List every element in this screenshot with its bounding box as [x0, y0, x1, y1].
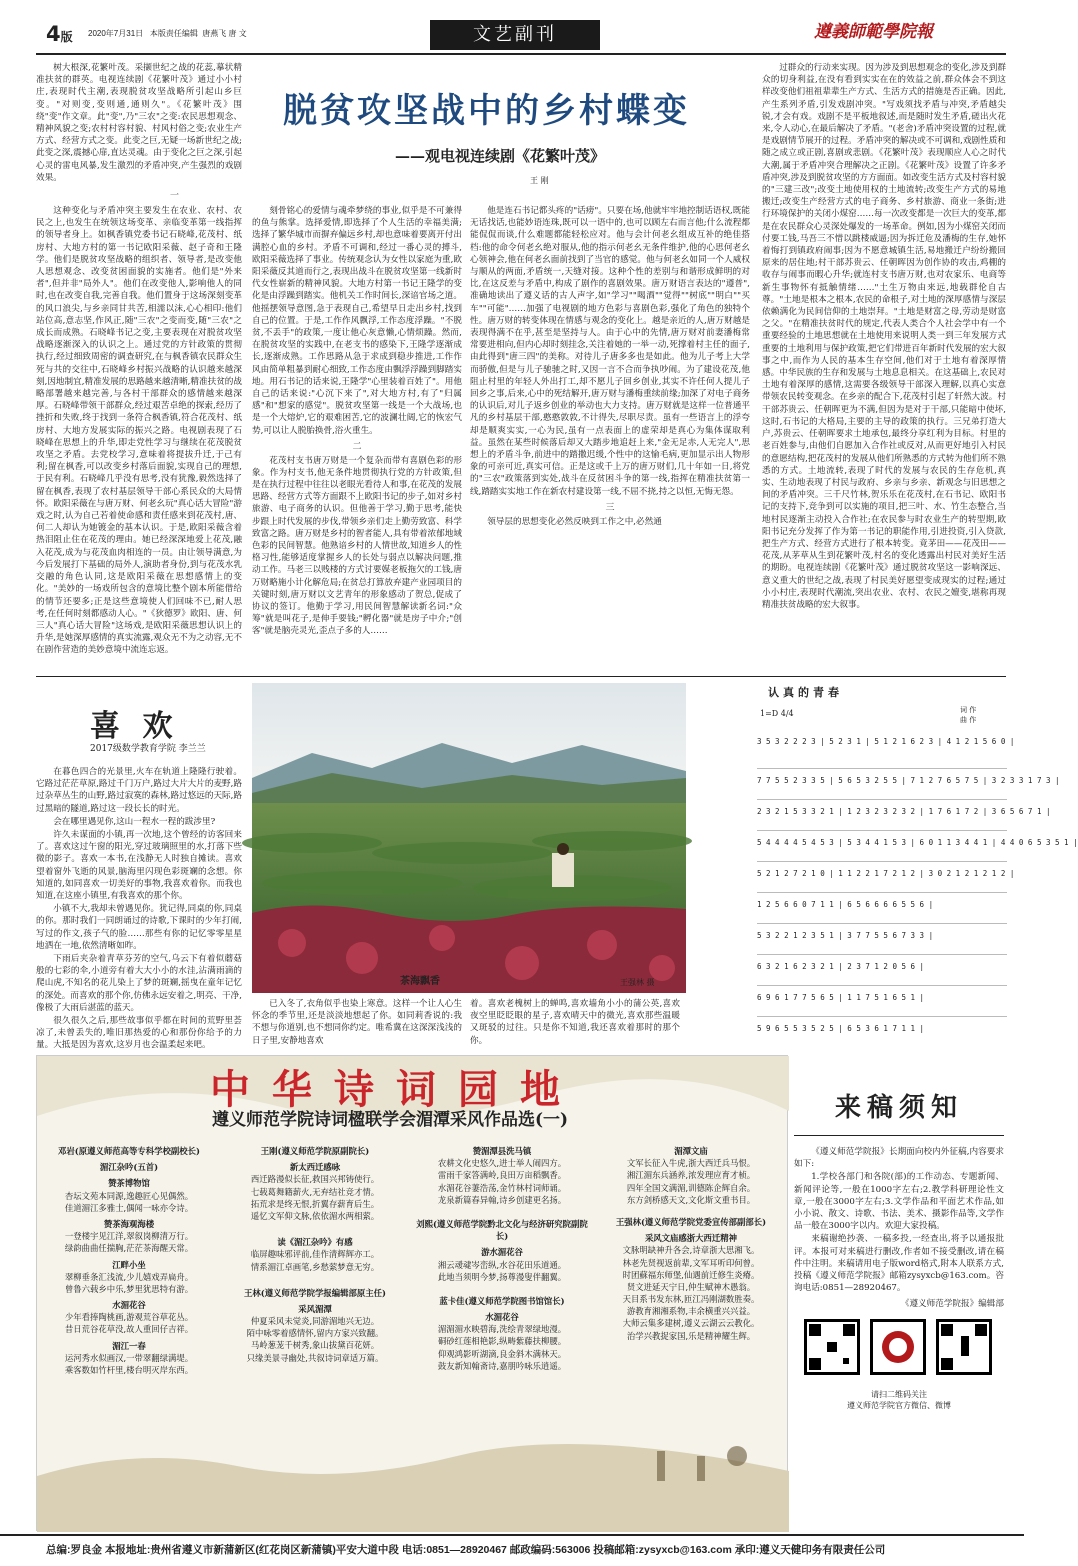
poem-author: 蓝卡佳(遵义师范学院图书馆馆长) — [439, 1295, 565, 1306]
submission-notice — [794, 1090, 1004, 1530]
poem-line: 少年看捧陶桃画,游观荒谷草花丛。 — [64, 1312, 194, 1323]
school-seal-icon — [873, 1322, 923, 1372]
poem-title: 赞湄潭县洗马镇 — [472, 1146, 532, 1156]
poem-line: 西迁路漫似长征,救国兴邦铸使行。 — [250, 1174, 380, 1185]
essay-author: 2017级数学教育学院 李兰兰 — [90, 744, 206, 754]
qr-pattern-icon — [807, 1322, 857, 1372]
article-intro: 树大根深,花繁叶茂。采撷世纪之战的花蕊,摹状精准扶贫的群英。电视连续剧《花繁叶茂》通过小小村庄,表现时代主潮,表现脱贫攻坚战略所引起山乡巨变。"对则变,变则通,通则久"。《花繁叶茂》围绕"变"作文章。此"变",乃"三农"之变:农民思想观念、精神风貌之变;农村村容村貌、村风村俗之变;农业生产方式、经营方式之变。此变之巨,无疑一场新世纪之战;此变之深,震撼心扉,直达灵魂。由于变化之巨之深,引起心灵的雷电风暴,发生激烈的矛盾冲突,产生强烈的戏剧效果。 — [36, 63, 242, 183]
poem-line: 马岭葱茏千树秀,象山拔黛百花妍。 — [250, 1340, 380, 1351]
score-line: 7 7 5 5 2 3 3 5 | 5 6 5 3 2 5 5 | 7 1 2 7 6 5 7 5 | 3 2 3 3 1 7 3 | — [757, 769, 1007, 800]
poem-line: 时团蘇福东师堡,仙遇前迁修生炎瘠。 — [622, 1269, 760, 1280]
song-key: 1=D 4/4 — [760, 709, 794, 718]
poem-author: 王刚(遵义师范学院原副院长) — [260, 1146, 370, 1156]
article-col-2 — [252, 205, 462, 671]
poem-line: 绿韵曲曲任揣胸,茫茫茶海醒天常。 — [64, 1243, 194, 1254]
poem-title: 新太西迁感咏 — [289, 1162, 341, 1173]
footer-info: 总编:罗良金 本报地址:贵州省遵义市新蒲新区(红花岗区新蒲镇)平安大道中段 电话:0851—28920467 邮政编码:563006 投稿邮箱:zysyxcb@163.com 承印:遵义天健印务有限责任公司 — [0, 1534, 1024, 1566]
poem-col-3 — [412, 1145, 592, 1372]
poem-col-1 — [40, 1145, 218, 1376]
essay-p5: 下雨后夹杂着青草芬芳的空气,乌云下有着似蘑菇般的七彩的伞,小道旁有着大大小小的水洼,沾满雨滴的爬山虎,不知名的花儿染上了梦的斑斓,摇曳在童年记忆的深处。而喜欢的那个你,仿佛永远安着之,明亮、干净,像极了大雨后湛蓝的蓝天。 — [36, 954, 242, 1013]
score-line: 6 3 2 1 6 2 3 2 1 | 2 3 7 1 2 0 5 6 | — [757, 955, 1007, 986]
poem-line: 文军长征入牛虎,浙大西迁兵马恨。 — [626, 1158, 756, 1169]
song-credit-b: 曲 作 — [960, 716, 977, 724]
notice-body — [794, 1146, 1004, 1294]
poem-line: 大师云集多建树,遵义云湖云云教化。 — [622, 1318, 760, 1329]
poem-author: 王林(遵义师范学院学报编辑部原主任) — [244, 1287, 386, 1298]
music-score — [757, 737, 1078, 1048]
article-title: 脱贫攻坚战中的乡村蝶变 — [283, 91, 690, 131]
essay-title: 喜 欢 — [90, 709, 179, 744]
poem-line: 七载葛舞籍薪火,无弃结社竞才情。 — [250, 1186, 380, 1197]
poem-line: 鼓友新知翰斋诗,嘉朋吟咏乐逍遥。 — [437, 1360, 567, 1371]
header-meta: 2020年7月31日 本版责任编辑 唐燕飞 唐 文 — [88, 29, 247, 38]
poem-line: 只缘美景寻幽处,共叙诗词章适万篇。 — [246, 1352, 384, 1363]
poem-line: 湘云叆叇岑峦纵,水谷花田乐道通。 — [437, 1259, 567, 1270]
poem-col-4 — [598, 1145, 784, 1342]
poem-line: 运河秀水似画汉,一带翠翻绿满堤。 — [64, 1352, 194, 1363]
notice-title: 来稿须知 — [834, 1093, 963, 1123]
poetry-title: 中华诗词园地 — [210, 1066, 582, 1113]
poem-line: 情系湄江卓画笔,乡愁萦梦意无穷。 — [250, 1261, 380, 1272]
poem-title: 水湄花谷 — [485, 1312, 519, 1323]
poem-line: 湘江湄东兵涵养,浓发理应育才桢。 — [626, 1170, 756, 1181]
poem-line: 硐砂红莲相艳影,纵畴紫藤扶柳腰。 — [437, 1336, 567, 1347]
photo-caption: 茶海飘香 — [400, 976, 440, 987]
article-subtitle: ——观电视连续剧《花繁叶茂》 — [395, 147, 606, 165]
mid-rule — [36, 676, 1006, 677]
poem-line: 水湄花谷萋浩荡,金竹林村词师诵。 — [437, 1182, 567, 1193]
poem-title: 采风湄潭 — [298, 1303, 332, 1314]
poem-line: 东方剑桥感天文,文化斯文重书目。 — [626, 1194, 756, 1205]
poem-title: 读《湄江杂吟》有感 — [277, 1237, 353, 1248]
poem-line: 陌中咏零着感情怀,留内方家兴致翻。 — [246, 1328, 384, 1339]
notice-p3: 来稿谢绝抄袭、一稿多投,一经查出,将予以通报批评。本报可对来稿进行删改,作者如不接受删改,请在稿件中注明。来稿请用电子版word格式,附本人联系方式,投稿《遵义师范学院报》邮箱zysyxcb@163.com。咨询电话:0851—28920467。 — [794, 1234, 1004, 1294]
weibo-qr-code[interactable] — [936, 1319, 992, 1375]
notice-p1: 《遵义师范学院报》长期面向校内外征稿,内容要求如下: — [794, 1146, 1004, 1170]
section-one: 一 — [170, 191, 180, 201]
tea-field-photo — [252, 683, 686, 993]
poem-subtitle: 赞茶博物馆 — [108, 1178, 150, 1189]
poem-line: 昔日荒谷花草没,故人重回仔吉祥。 — [64, 1324, 194, 1335]
poem-line: 仰观鸿影听湖滴,良金斜木满林天。 — [437, 1348, 567, 1359]
poem-title: 湄潭文庙 — [674, 1146, 708, 1156]
poem-line: 贤文进延天宁日,仲生赋神木愚翁。 — [626, 1281, 756, 1292]
score-line: 5 2 1 2 7 2 1 0 | 1 1 2 2 1 7 2 1 2 | 3 0 2 1 2 1 2 1 2 | — [757, 862, 1007, 893]
essay-p4: 小镇不大,我却未曾遇见你。犹记得,同桌的你,同桌的你。那时我们一同朗诵过的诗歌,下课时的少年打闹,写过的作文,孩子气的脸……那些有你的记忆零零星星地洒在一地,依然清晰如昨。 — [36, 904, 242, 951]
poem-line: 治学兴教捉家国,乐是精神耀生辉。 — [626, 1330, 756, 1341]
essay-p1: 在暮色四合的光景里,火车在轨道上隆隆行驶着。它路过茫茫草原,路过千门万户,路过大片大片的麦野,路过杂草丛生的山野,路过寂寞的森林,路过悠远的天际,路过黑暗的隧道,路过这一段长长的时光。 — [36, 767, 242, 814]
essay-col-1 — [36, 766, 242, 1051]
poem-col-2 — [225, 1145, 405, 1364]
score-line: 6 9 6 1 7 7 5 6 5 | 1 1 7 5 1 6 5 1 | — [757, 986, 1007, 1017]
article-author: 王 刚 — [530, 176, 549, 185]
poetry-subtitle: 遵义师范学院诗词楹联学会湄潭采风作品选(一) — [212, 1110, 569, 1130]
score-line: 5 4 4 4 4 5 4 5 3 | 5 3 4 4 1 5 3 | 6 0 1 1 3 4 4 1 | 4 4 0 6 5 3 5 1 | — [757, 831, 1007, 862]
poem-line: 曾鲁六载乡中乐,梦里犹思特有游。 — [64, 1283, 194, 1294]
poem-author: 邓岩(原遵义师范高等专科学校副校长) — [58, 1146, 200, 1156]
tea-field-illustration — [252, 683, 686, 993]
poem-line: 遥忆文军仰文脉,依依湄水两相萦。 — [250, 1210, 380, 1221]
poem-line: 龙泉新篇春异翰,诗乡创建更名扬。 — [437, 1194, 567, 1205]
poem-subtitle: 江畔小坐 — [112, 1259, 146, 1270]
poem-subtitle: 赞茶海观海楼 — [103, 1218, 155, 1229]
poem-line: 仲夏采风未觉炎,同游湄地兴无边。 — [250, 1316, 380, 1327]
poem-line: 四年全国文满湄,训德陈企辉自余。 — [626, 1182, 756, 1193]
wechat-qr-code[interactable] — [804, 1319, 860, 1375]
poem-title: 游水湄花谷 — [481, 1247, 523, 1258]
poem-line: 翠柳垂条汇浅流,少儿嬉戏弄扁舟。 — [64, 1271, 194, 1282]
logo-qr-code[interactable] — [870, 1319, 926, 1375]
score-line: 2 3 2 1 5 3 3 2 1 | 1 2 3 2 3 2 3 2 | 1 7 6 1 7 2 | 3 6 5 6 7 1 | — [757, 800, 1007, 831]
qr-pattern-icon — [939, 1322, 989, 1372]
poem-author: 刘熙(遵义师范学院黔北文化与经济研究院副院长) — [416, 1218, 588, 1242]
poem-line: 杏坛文苑本同源,逸趣匠心见偶然。 — [64, 1190, 194, 1201]
section-three: 三 — [605, 502, 615, 513]
poem-line: 此地当须明今梦,扬尊漫叟伴翻翼。 — [437, 1271, 567, 1282]
essay-p3: 许久未谋面的小镇,再一次地,这个曾经的访客回来了。喜欢这过午窗的阳光,穿过玻璃照里的水,打落下些微的影子。喜欢一本书,在浅静无人时独自摊读。喜欢望着窗外飞逝的风景,脑海里闪现色彩斑斓的念想。你知道的,如同喜欢一切美好的事物,我喜欢着你。而我也知道,在这座小镇里,有我喜欢的那个你。 — [36, 830, 242, 902]
poem-line: 林老先贤视返前辈,文军耳听印何曾。 — [622, 1257, 760, 1268]
scan-hint-2: 遵义师范学院官方微信、微博 — [847, 1400, 951, 1410]
essay-p2: 会在哪里遇见你,这山一程水一程的跋涉里? — [53, 816, 216, 827]
poem-title: 采风文庙感浙大西迁精神 — [644, 1233, 738, 1244]
score-line: 5 3 2 2 1 2 3 5 1 | 3 7 7 5 5 6 7 3 3 | — [757, 924, 1007, 955]
scan-hint: 请扫二维码关注 — [871, 1389, 927, 1399]
poem-line: 农耕文化史悠久,进士举人闹四方。 — [437, 1158, 567, 1169]
article-col-3a: 他是连石书记都头疼的"话痨"。只要在场,他就牢牢地控制话语权,既能无话找话,也能妙语连珠,既可以一语中的,也可以顾左右而言他;什么流程都能侃侃而谈,什么难题都能轻松应对。他与会计何老幺组成互补的绝佳搭档:他的命令何老幺绝对服从,他的指示何老幺无条件维护,他的心思何老幺心领神会,他在何老幺面前找到了当官的感觉。他与何老幺如同一个人威权与顺从的两面,矛盾统一,天缝对接。这种个性的差别与和谐形成鲜明的对比,在这反差与矛盾中,构成了剧作的喜剧效果。唐万财语言表达的"遵普",准确地读出了遵义话的古人声字,如"学习""喝酒""觉得""树底""明白""买车""可能"……加强了电视剧的地方色彩与喜剧色彩,强化了角色的独特个性。唐万财的转变体现在情感与观念的变化上。越是亲近的人,唐万财越是表现得满不在乎,甚至是坚持与人。由于心中的先情,唐万财对前妻潘梅常常要进相向,但内心却时刻挂念,关注着她的一举一动,死撑着村主任的面子,由此得到"唐三四"的美称。对待儿子唐多多也是如此。他为儿子考上大学而骄傲,但是与儿子驰驰之时,又因一言不合而争执吵闹。为了建设花茂,他阻止村里的年轻人外出打工,却不愿儿子回乡创业,其实不许任何人提儿子回乡之事,后来,心中的死结解开,唐万财与潘梅重续前缘;加深了对电子商务的认识后,对儿子返乡创业的举动也大力支持。唐万财就是这样一位普通平凡的乡村基层干部,憨憨敦敦,不计得失,尽职尽责。虽有一些语言上的浮夸却是顺爽实实,一心为民,虽有一点表面上的虚荣却是真心为集体谋取利益。虽然在某些时候落后却又大踏步地追赶上来,"金无足赤,人无完人",思想上的矛盾斗争,前进中的踏撒迟缓,个性中的这愉毛病,更加显示出人物形象的可亲可近,真实可信。正是这或千上万的唐万财们,几十年如一日,将党的"三农"政策落到实处,战斗在反贫困斗争的第一线,指挥在精准扶贫第一线,踏踏实实地工作在新农村建设第一线,不屈不挠,持之以恒,无悔无怨。 — [470, 206, 750, 497]
song-title: 认真的青春 — [768, 686, 843, 699]
photo-credit: 王强林 摄 — [620, 978, 655, 987]
poem-line: 拓荒求是终无恨,折翼存薪育后生。 — [250, 1198, 380, 1209]
essay-col-3: 着。喜欢老槐树上的蝉鸣,喜欢墙角小小的蒲公英,喜欢夜空里眨眨眼的星子,喜欢晴天中的微光,喜欢那些温暖又斑驳的过往。只是你不知道,我还喜欢着那时的那个你。 — [470, 999, 680, 1046]
notice-p2: 1.学校各部门和各院(部)的工作动态、专题新闻、新闻评论等,一般在1000字左右;2.教学科研理论性文章,一般在3000字左右;3.文学作品和平面艺术作品,如小小说、散文、诗歌、书法、美术、摄影作品等,文学作品一般在3000字以内。欢迎大家投稿。 — [794, 1172, 1004, 1232]
article-col-3 — [470, 205, 750, 671]
poem-line: 雷雨千家答满岭,良田万亩稻飘香。 — [437, 1170, 567, 1181]
header-rule — [36, 53, 1006, 55]
paper-logo: 遵義師範學院報 — [814, 22, 933, 42]
article-col-4: 过群众的行动来实现。因为涉及到思想观念的变化,涉及到群众的切身利益,在没有看到实实在在的效益之前,群众体会不到这样改变他们祖祖辈辈生产方式、生活方式的措施是否正确。因此,产生系列矛盾,引发戏剧冲突。"写戏须找矛盾与冲突,矛盾越尖锐,才会有戏。戏剧不是平板地叙述,而是随时发生矛盾,磋出火花来,令人动心,在最后解决了矛盾。"(老舍)矛盾冲突设置的过程,就是戏剧情节展开的过程。矛盾冲突的解决或不可调和,戏剧性质和随之成立或正剧,喜剧或悲剧。《花繁叶茂》表现顺应人心之时代大潮,属于矛盾冲突合理解决之正剧。《花繁叶茂》设置了许多矛盾冲突,涉及到脱贫攻坚的方方面面。如改变生活方式及村容村貌的"三建三改";改变土地使用权的土地流转;改变生产方式的易地搬迁;改变生产经营方式的电子商务、乡村旅游、商业一条街;进行环境保护的关闭小煤窑……每一次改变都是一次巨大的变革,都是在农民群众心灵深处爆发的一场革命。例如,因为小煤窑关闭而付要工钱,马吾三不惜以跳楼威逼;因为拆迁危及潘梅的生存,她怀着悔打到镇政府闹事;因为不愿意城镇生活,易地搬迁户纷纷搬回原来的居住地;村干部苏贵云、任朝晖因为创作协的攻击,鸡棚的收存与闹事而暇心升华;就连村支书唐万财,也对农家乐、电商等新生事物怀有抵触情绪……"土生万物由来远,地载群伦自古尊。"土地是根本之根本,农民的命根子,对土地的深厚感情与深层依赖满化为民间信仰的土地崇拜。"土地是财富之母,劳动是财富之父。"在精准扶贫时代的规定,代表人类合个人社会学中有一个重要经验的土地思想就在土地使用来说明人类一到三年发展方式重要的土地利用与保护政策,把它们带进百年新时代发展的宏大叙事之中,而作为人民的基本生存空间,他们对于土地有着深厚情感。中华民族的生存和发展与土地息息相关。在这基础上,农民对土地有着深厚的感情,这需要各级领导干部深入理解,以真心实意带领农民转变观念。在乡亲的配合下,花茂村引起了轩然大波。村干部苏贵云、任朝晖更为不满,但因为是对于干部,只能暗中使坏,这时,石书记的大格局,主要的主导的政策的执行。三兄弟打造大户,苏贵云、任朝晖要求土地承包,最终分享红利为目标。村里的老百姓参与,由他们自愿加入合作社或反对,从而更好地引入村民的意愿结构,把花茂村的发展从他们所熟悉的方式转为他们所不熟悉的方式。土地流转,表现了时代的发展与农民的生存危机,真实、生动地表现了村民与政府、乡亲与乡亲、新观念与旧思想之间的矛盾冲突。三千尺竹林,贺乐乐在花茂村,在石书记、欧阳书记的支持下,竞争到可以实施的项目,把三叶、水、竹生态整合,当地村民逐渐主动投入合作社;在农民参与时农业生产的转型期,欧阳书记充分发挥了作为第一书记的职能作用,引进投资,引入贷款,把生产方式、经营方式进行了根本转变。竟茅田——花茂田——花茂,从茅草从生到花繁叶茂,村名的变化透露出村民对美好生活的期盼。电视连续剧《花繁叶茂》通过脱贫攻坚这一影响深远、意义重大的世纪之战,表现了村民美好愿望变成现实的过程;通过小小村庄,表现时代潮流,突出农业、农村、农民之嬗变,堪称再现精准扶贫战略的宏大叙事。 — [762, 63, 1006, 610]
poem-line: 天目系书发东林,匝江冯刚湖数胜奏。 — [622, 1294, 760, 1305]
section-two: 二 — [352, 441, 362, 452]
poem-line: 乘客数如竹杆里,楼台明灭岸东西。 — [64, 1365, 194, 1375]
poem-line: 一登楼宇见江洋,翠叙岗柳清万行。 — [64, 1231, 194, 1242]
song-credit-a: 词 作 — [960, 706, 977, 714]
poem-subtitle: 湄江一春 — [112, 1340, 146, 1351]
poem-subtitle: 水湄花谷 — [112, 1300, 146, 1311]
score-line: 5 9 6 5 5 3 5 2 5 | 6 5 3 6 1 7 1 1 | — [757, 1024, 925, 1033]
poem-line: 临屏趣味邪评前,佳作清辉辉亦工。 — [250, 1249, 380, 1260]
essay-p6: 很久很久之后,那些故事似乎都在时间的荒野里荟凉了,未曾丢失的,唯旧那热爱的心和那份你给予的力量。大抵是因为喜欢,这岁月也会温柔起来吧。 — [36, 1016, 242, 1051]
article-col-2a: 刻骨铭心的爱情与魂牵梦绕的事业,似乎是不可兼得的鱼与熊掌。选择爱情,即选择了个人生活的幸福美满;选择了繁华城市而摒弃偏远乡村,却也意味着要离开付出满腔心血的乡村。矛盾不可调和,经过一番心灵的搏斗,欧阳采薇选择了事业。传统观念认为女性以家庭为重,欧阳采薇反其道而行之,表现出战斗在脱贫攻坚第一线新时代女性崭新的精神风貌。大地方村第一书记王隆学的变化是由浮躁到踏实。他机关工作时间长,深谙官场之道。他摇摆领导意图,急于表现自己,希望早日走出乡村,找到自己的位置。于是,工作作风飘浮,工作态度浮躁。"不脱贫,不丢手"的政策,一度让他心灰意懒,心情烦躁。然而,在脱贫攻坚的实践中,在老支书的感染下,王隆学逐渐成长,逐渐成熟。工作思路从急于求成到稳步推进,工作作风由简单粗暴到耐心细致,工作态度由飘浮浮躁到脚踏实地。用石书记的话来说,王隆学"心里装着百姓了"。用他自己的话来说:"心沉下来了",对大地方村,有了"归属感"和"想家的感觉"。脱贫攻坚第一线是一个大战场,也是一个大熔炉,它的艰难困苦,它的波澜壮阔,它的恢宏气势,可以让人脱胎换骨,浴火重生。 — [252, 206, 462, 436]
page-number: 4版 — [46, 22, 73, 46]
poem-title: 湄江杂吟(五首) — [99, 1162, 159, 1173]
article-col-2b: 花茂村支书唐万财是一个复杂而带有喜剧色彩的形象。作为村支书,他无条件地贯彻执行党的方针政策,但是在执行过程中往往以老眼光看待人和事,在花茂的发展思路、经营方式等方面跟不上欧阳书记的步子,如对乡村旅游、电子商务的认识。但他善于学习,勤于思考,能快步跟上时代发展的步伐,带领乡亲们走上勤劳致富、科学致富之路。唐万财是乡村的智者能人,具有带着浓郁地域色彩的民间智慧。他熟谙乡村的人情世故,知道乡人的性格习性,能够适度掌握乡人的长处与弱点以解决问题,推动工作。马老三以贱楼的方式讨要媒老板拖欠的工钱,唐万财略施小计化解危局;在贫总打算放弃建产业园项目的关键时刻,唐万财以文艺青年的形象感动了贺总,促成了协议的签订。他勤于学习,用民间智慧解读新名词:"众筹"就是叫花子,是伸手要钱;"孵化器"就是房子中介;"创客"就是脑壳灵光,歪点子多的人…… — [252, 455, 462, 637]
score-line: 1 2 5 6 6 0 7 1 1 | 6 5 6 6 6 6 5 5 6 | — [757, 893, 1007, 924]
poem-line: 佳道湄江多雅士,偶闻一咏亦令诗。 — [64, 1202, 194, 1213]
essay-col-2: 已入冬了,衣角似乎也染上寒意。这样一个让人心生怀念的季节里,还是淡淡地想起了你。如同莉香说的:我不想与你道别,也不想同你约定。唯希冀在这深深浅浅的日子里,安静地喜欢 — [252, 999, 462, 1046]
poem-line: 文脉明缺神升各会,诗章浙大思湘飞。 — [622, 1245, 760, 1256]
column-banner: 文艺副刊 — [430, 20, 600, 50]
poem-line: 湄湄湄水映碧海,洗绘青翠绿地漫。 — [437, 1324, 567, 1335]
article-col-3b: 领导层的思想变化必然反映到工作之中,必然通 — [487, 516, 662, 527]
article-col-1: 这种变化与矛盾冲突主要发生在农业、农村、农民之上,也发生在统领这场变革、亲临变革第一线指挥的领导者身上。如枫香镇党委书记石晓峰,花茂村、纸房村、大地方村的第一书记欧阳采薇、赵子奇和王隆学。他们是脱贫攻坚战略的组织者、领导者,是改变他人思想观念、改变贫困面貌的实施者。他们是"外来者",但并非"局外人"。他们在改变他人,影响他人的同时,也在改变自我,完善自我。他们置身于这场深刻变革的风口浪尖,与乡亲同甘共苦,相濡以沫,心心相印:他们站位高,意志坚,作风正,随"三农"之变而变,随"三农"之成长而成熟。石晓峰书记之变,主要表现在对脱贫攻坚战略逐渐深入的认识之上。通过党的方针政策的贯彻执行,经过细致周密的调查研究,在与枫香镇农民群众生死与共的交往中,石晓峰乡村振兴战略的认识越来越深刻,因地制宜,精准发展的思路越来越清晰,精准扶贫的战略部署越来越完善,与各村干部群众的感情越来越深厚。石晓峰带领干部群众,经过艰苦卓绝的探索,经历了挫折和失败,终于找到一条符合枫香镇,符合花茂村、纸房村、大地方发展实际的振兴之路。电视剧表现了石晓峰在思想上的升华,即走党性学习与继续在花茂脱贫攻坚之矛盾。去党校学习,意味着将提拔升迁,于己有利;留在枫香,可以改变乡村落后面貌,实现自己的理想,于民有利。石晓峰几乎没有思考,没有犹豫,毅然选择了留在枫香,表现了农村基层领导干部心系民众的大局情怀。欧阳采薇在与唐万财、何老幺玩"真心话大冒险"游戏之时,认为自己若着使命感和责任感来到花茂村,唐、何二人却认为她镀金的基本认识。于是,欧阳采薇含着热泪阻止住在花茂的理由。她已经深深地爱上花茂,融入花茂,成为与花茂血肉相连的一员。由让领导满意,为今后发展打下基础的局外人,演助者身份,到与花茂水乳交融的角色认同,这是欧阳采薇在思想感情上的变化。"美妙的一场戏所包含的意境比整个剧本所能借给的情节还要多;正是这些意境使人们回味不已,耐人思考,在任何时刻都感动人心。"《狄德罗》欧阳、唐、何三人"真心话大冒险"这场戏,是欧阳采薇思想认识上的升华,是她深厚感情的真实流露,观众无不为之动容,无不在剧作营造的美妙意境中流连忘返。 — [36, 206, 242, 656]
score-line: 3 5 3 2 2 2 3 | 5 2 3 1 | 5 1 2 1 6 2 3 | 4 1 2 1 5 6 0 | — [757, 738, 1007, 769]
poem-author: 王强林(遵义师范学院党委宣传部副部长) — [615, 1216, 767, 1227]
notice-sign: 《遵义师范学院报》编辑部 — [900, 1299, 1004, 1310]
poem-line: 游教育湘湘系物,丰余横重兴兴益。 — [626, 1306, 756, 1317]
